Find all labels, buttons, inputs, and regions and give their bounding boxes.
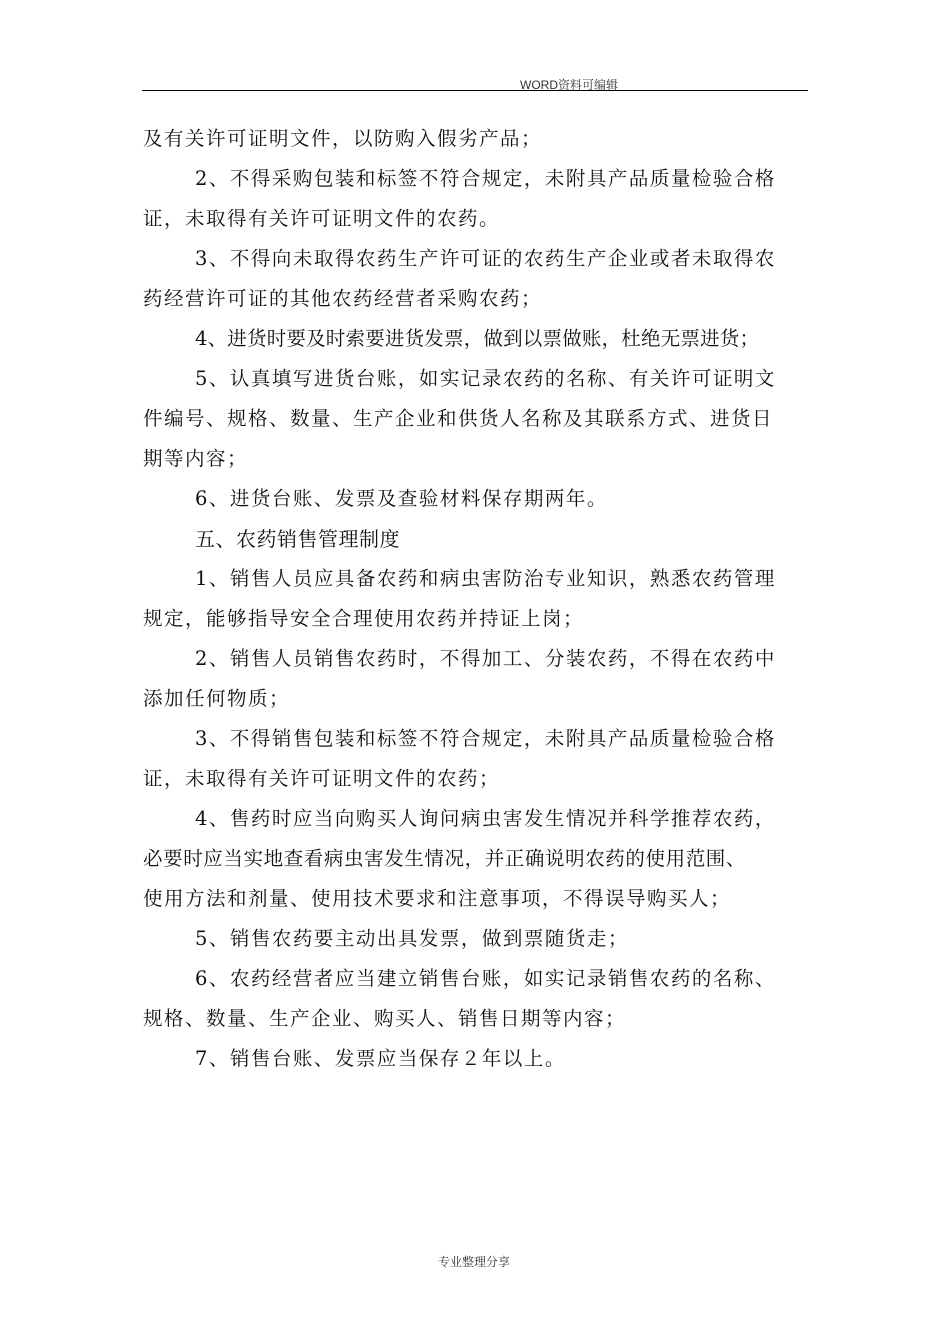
header-divider [142, 90, 808, 91]
list-item-start: 1、销售人员应具备农药和病虫害防治专业知识，熟悉农药管理 [195, 567, 776, 590]
list-item-start: 2、销售人员销售农药时，不得加工、分装农药，不得在农药中 [195, 647, 776, 670]
page-header-text: WORD资料可编辑 [520, 78, 618, 92]
text-line: 期等内容； [143, 447, 249, 470]
list-item-start: 2、不得采购包装和标签不符合规定，未附具产品质量检验合格 [195, 167, 776, 190]
list-item-start: 4、售药时应当向购买人询问病虫害发生情况并科学推荐农药， [195, 807, 776, 830]
text-line: 证，未取得有关许可证明文件的农药。 [143, 207, 501, 230]
list-item-start: 7、销售台账、发票应当保存２年以上。 [195, 1047, 566, 1070]
text-line: 及有关许可证明文件，以防购入假劣产品； [143, 127, 543, 150]
list-item-start: 5、认真填写进货台账，如实记录农药的名称、有关许可证明文 [195, 367, 776, 390]
text-line: 件编号、规格、数量、生产企业和供货人名称及其联系方式、进货日 [143, 407, 774, 430]
page-footer-text: 专业整理分享 [437, 1255, 510, 1269]
text-line: 添加任何物质； [143, 687, 291, 710]
text-line: 使用方法和剂量、使用技术要求和注意事项，不得误导购买人； [143, 887, 732, 910]
list-item-start: 4、进货时要及时索要进货发票，做到以票做账，杜绝无票进货； [195, 327, 760, 350]
text-line: 药经营许可证的其他农药经营者采购农药； [143, 287, 543, 310]
text-line: 必要时应当实地查看病虫害发生情况，并正确说明农药的使用范围、 [143, 847, 747, 870]
document-body [143, 119, 809, 1079]
list-item-start: 5、销售农药要主动出具发票，做到票随货走； [195, 927, 629, 950]
text-line: 证，未取得有关许可证明文件的农药； [143, 767, 501, 790]
list-item-start: 3、不得向未取得农药生产许可证的农药生产企业或者未取得农 [195, 247, 776, 270]
text-line: 规定，能够指导安全合理使用农药并持证上岗； [143, 607, 585, 630]
list-item-start: 6、进货台账、发票及查验材料保存期两年。 [195, 487, 608, 510]
text-line: 规格、数量、生产企业、购买人、销售日期等内容； [143, 1007, 627, 1030]
section-heading: 五、农药销售管理制度 [195, 527, 400, 551]
list-item-start: 3、不得销售包装和标签不符合规定，未附具产品质量检验合格 [195, 727, 776, 750]
list-item-start: 6、农药经营者应当建立销售台账，如实记录销售农药的名称、 [195, 967, 776, 990]
